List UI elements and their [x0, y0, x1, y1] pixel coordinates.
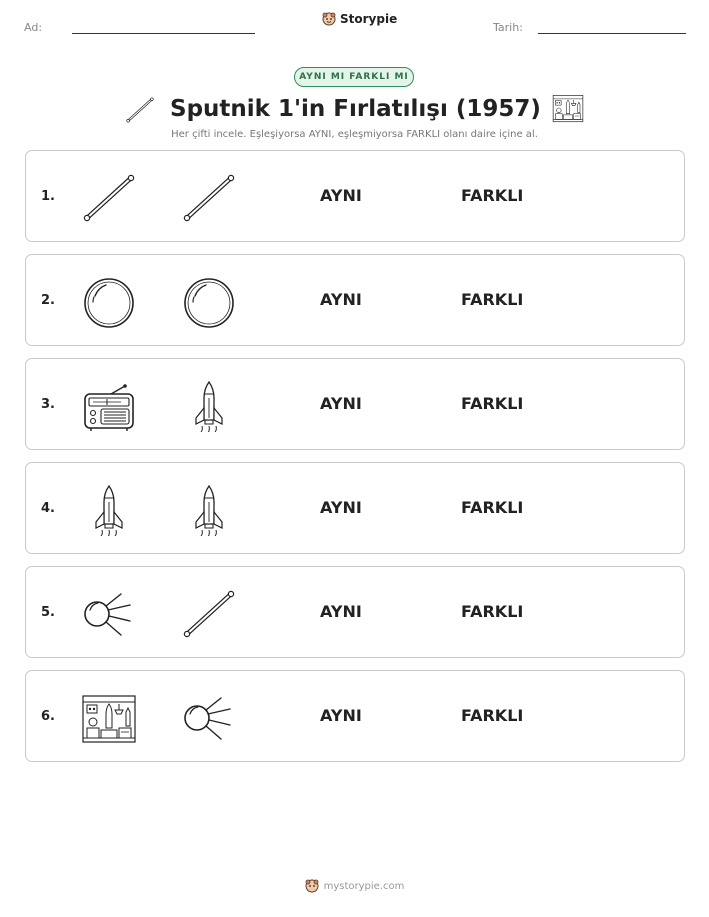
same-option[interactable]: AYNI	[320, 394, 362, 413]
worksheet-header	[0, 0, 709, 50]
sphere-icon	[181, 276, 237, 328]
space-lab-icon	[81, 692, 137, 744]
different-option[interactable]: FARKLI	[461, 706, 524, 725]
instructions: Her çifti incele. Eşleşiyorsa AYNI, eşleşmiyorsa FARKLI olanı daire içine al.	[171, 129, 538, 140]
exercise-row	[25, 150, 685, 242]
rod-icon	[181, 588, 237, 640]
exercise-row	[25, 358, 685, 450]
storypie-logo	[322, 12, 397, 26]
name-field-line[interactable]	[72, 33, 255, 34]
same-option[interactable]: AYNI	[320, 290, 362, 309]
same-option[interactable]: AYNI	[320, 498, 362, 517]
logo-text: Storypie	[340, 12, 398, 26]
rocket-icon	[81, 484, 137, 536]
sputnik-satellite-icon	[81, 588, 137, 640]
row-number: 3.	[41, 397, 55, 412]
different-option[interactable]: FARKLI	[461, 290, 524, 309]
same-option[interactable]: AYNI	[320, 706, 362, 725]
different-option[interactable]: FARKLI	[461, 394, 524, 413]
title-bar	[0, 92, 709, 126]
rocket-icon	[181, 380, 237, 432]
space-lab-icon	[552, 92, 584, 124]
different-option[interactable]: FARKLI	[461, 602, 524, 621]
date-label: Tarih:	[493, 21, 523, 34]
different-option[interactable]: FARKLI	[461, 498, 524, 517]
different-option[interactable]: FARKLI	[461, 186, 524, 205]
storypie-mascot-icon	[305, 879, 319, 893]
rod-icon	[81, 172, 137, 224]
row-number: 2.	[41, 293, 55, 308]
row-number: 6.	[41, 709, 55, 724]
exercise-row	[25, 566, 685, 658]
exercise-row	[25, 254, 685, 346]
footer	[0, 879, 709, 893]
sphere-icon	[81, 276, 137, 328]
row-number: 4.	[41, 501, 55, 516]
sputnik-satellite-icon	[181, 692, 237, 744]
same-option[interactable]: AYNI	[320, 186, 362, 205]
name-label: Ad:	[24, 21, 43, 34]
storypie-mascot-icon	[322, 12, 336, 26]
worksheet-type-badge: AYNI MI FARKLI MI	[294, 67, 414, 87]
radio-icon	[81, 380, 137, 432]
rocket-icon	[181, 484, 237, 536]
footer-url: mystorypie.com	[323, 880, 405, 892]
page-title: Sputnik 1'in Fırlatılışı (1957)	[170, 96, 541, 122]
date-field-line[interactable]	[538, 33, 686, 34]
row-number: 1.	[41, 189, 55, 204]
same-option[interactable]: AYNI	[320, 602, 362, 621]
exercise-row	[25, 670, 685, 762]
row-number: 5.	[41, 605, 55, 620]
exercise-row	[25, 462, 685, 554]
rod-icon	[181, 172, 237, 224]
exercise-list	[25, 150, 685, 774]
rod-icon	[124, 96, 156, 124]
